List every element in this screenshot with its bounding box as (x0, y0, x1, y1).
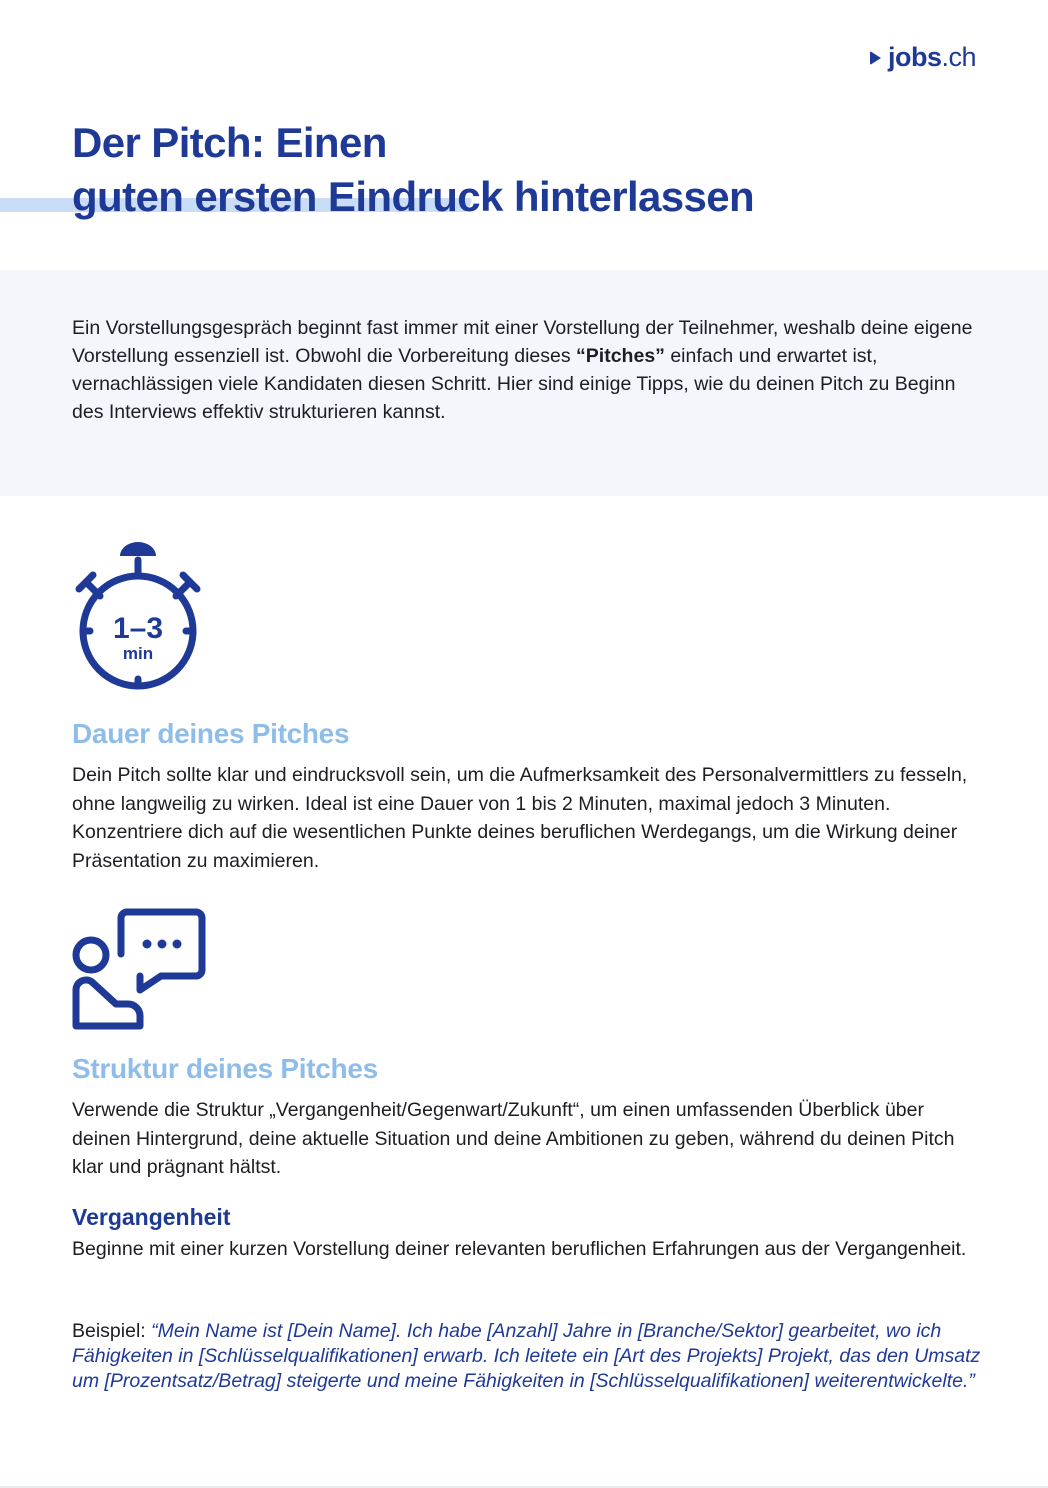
stopwatch-number: 1–3 (112, 612, 164, 645)
stopwatch-icon (68, 536, 208, 696)
intro-text-part: einfach und erwartet ist, vernachlässigen viele Kandidaten diesen Schritt. Hier sind einige Tipps, wie du deinen Pitch zu Beginn des Interviews effektiv strukturieren kannst. (72, 345, 956, 423)
structure-heading: Struktur deines Pitches (72, 1053, 378, 1084)
duration-heading: Dauer deines Pitches (72, 718, 350, 749)
structure-text: Verwende die Struktur „Vergangenheit/Gegenwart/Zukunft“, um einen umfassenden Überblick über deinen Hintergrund, deine aktuelle Situation und deine Ambitionen zu geben, während du deinen Pitch klar und prägnant hältst. (72, 1099, 955, 1178)
jobs-ch-logo (870, 42, 976, 73)
past-example (72, 1319, 992, 1394)
title-line-1: Der Pitch: Einen (72, 119, 387, 166)
intro-panel (0, 270, 1048, 496)
person-speech-bubble-icon (68, 906, 213, 1036)
intro-text-part: Ein Vorstellungsgespräch beginnt fast immer mit einer Vorstellung der Teilnehmer, weshalb deine eigene Vorstellung essenziell ist. Obwohl die Vorbereitung dieses (72, 317, 973, 367)
example-label: Beispiel: (72, 1320, 152, 1342)
title-line-2: guten ersten Eindruck hinterlassen (72, 173, 755, 220)
play-triangle-icon (870, 51, 881, 65)
logo-name: jobs (887, 42, 942, 72)
duration-text: Dein Pitch sollte klar und eindrucksvoll sein, um die Aufmerksamkeit des Personalvermittlers zu fesseln, ohne langweilig zu wirken. Ideal ist eine Dauer von 1 bis 2 Minuten, maximal jedoch 3 Minuten. Konzentriere dich auf die wesentlichen Punkte deines beruflichen Werdegangs, um die Wirkung deiner Präsentation zu maximieren. (72, 764, 968, 872)
page-title (72, 116, 754, 224)
example-quote: “Mein Name ist [Dein Name]. Ich habe [Anzahl] Jahre in [Branche/Sektor] gearbeitet, wo ich Fähigkeiten in [Schlüsselqualifikationen] erwarb. Ich leitete ein [Art des Projekts] Projekt, das den Umsatz um [Prozentsatz/Betrag] steigerte und meine Fähigkeiten in [Schlüsselqualifikationen] weiterentwickelte.” (72, 1320, 981, 1392)
past-text: Beginne mit einer kurzen Vorstellung deiner relevanten beruflichen Erfahrungen aus der Vergangenheit. (72, 1238, 967, 1260)
intro-text (72, 314, 982, 426)
past-heading: Vergangenheit (72, 1204, 231, 1230)
intro-text-bold: “Pitches” (576, 345, 665, 367)
logo-suffix: .ch (941, 42, 976, 72)
stopwatch-unit: min (122, 644, 154, 663)
